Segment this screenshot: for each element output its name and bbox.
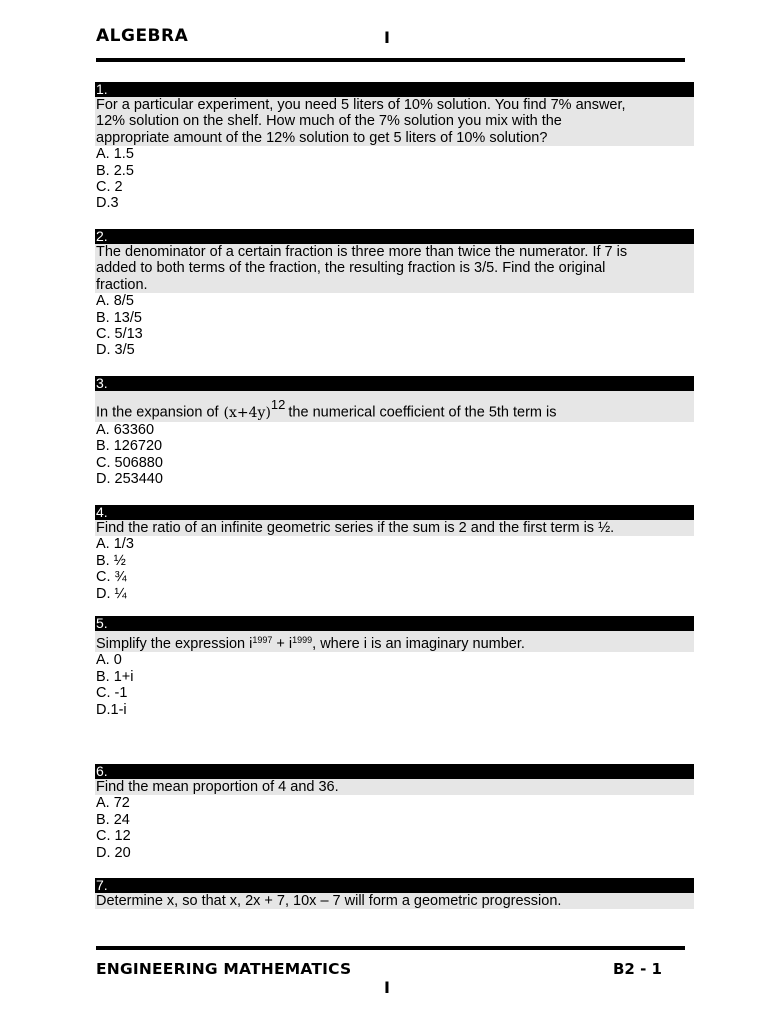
question-7 bbox=[95, 878, 694, 909]
question-text-before: In the expansion of bbox=[96, 404, 219, 421]
answer-option-b: B. 2.5 bbox=[96, 162, 134, 179]
answer-option-b: B. 1+i bbox=[96, 668, 134, 685]
question-text-part: + i bbox=[272, 636, 293, 652]
question-text bbox=[95, 244, 694, 293]
question-1 bbox=[95, 82, 694, 212]
question-text-line: added to both terms of the fraction, the resulting fraction is 3/5. Find the original bbox=[96, 260, 606, 277]
question-text bbox=[95, 391, 694, 422]
question-5 bbox=[95, 616, 694, 718]
question-4 bbox=[95, 505, 694, 602]
exponent-1999: 1999 bbox=[292, 635, 313, 645]
answer-option-a: A. 72 bbox=[96, 795, 130, 812]
header-rule bbox=[96, 58, 685, 62]
question-text-part: Simplify the expression i bbox=[96, 636, 253, 652]
answer-option-b: B. 24 bbox=[96, 811, 130, 828]
question-number: 2. bbox=[95, 229, 694, 244]
answer-option-b: B. 13/5 bbox=[96, 309, 142, 326]
question-text-line: appropriate amount of the 12% solution to get 5 liters of 10% solution? bbox=[96, 129, 548, 146]
question-number: 4. bbox=[95, 505, 694, 520]
answer-option-a: A. 8/5 bbox=[96, 293, 134, 310]
question-3 bbox=[95, 376, 694, 488]
question-text-part: , where i is an imaginary number. bbox=[312, 636, 525, 652]
question-2 bbox=[95, 229, 694, 359]
page-code: B2 - 1 bbox=[613, 960, 662, 978]
answer-option-a: A. 1/3 bbox=[96, 536, 134, 553]
answer-option-a: A. 0 bbox=[96, 652, 122, 669]
expression-exponent: 12 bbox=[270, 397, 286, 412]
question-text-line: 12% solution on the shelf. How much of the 7% solution you mix with the bbox=[96, 113, 562, 130]
binomial-expression bbox=[223, 397, 286, 421]
question-6 bbox=[95, 764, 694, 861]
answer-option-d: D. 3/5 bbox=[96, 342, 135, 359]
question-number: 1. bbox=[95, 82, 694, 97]
question-text bbox=[95, 97, 694, 146]
question-text: Find the mean proportion of 4 and 36. bbox=[95, 779, 694, 795]
answer-option-a: A. 1.5 bbox=[96, 146, 134, 163]
question-text-line: For a particular experiment, you need 5 liters of 10% solution. You find 7% answer, bbox=[96, 97, 626, 113]
header-title: ALGEBRA bbox=[96, 26, 189, 46]
footer-title: ENGINEERING MATHEMATICS bbox=[96, 960, 352, 978]
answer-option-b: B. 126720 bbox=[96, 438, 163, 455]
answer-option-d: D.3 bbox=[96, 195, 119, 212]
question-number: 5. bbox=[95, 616, 694, 631]
answer-option-d: D. 20 bbox=[96, 844, 131, 861]
question-text-line: fraction. bbox=[96, 276, 148, 293]
question-number: 3. bbox=[95, 376, 694, 391]
answer-option-c: C. ¾ bbox=[96, 569, 127, 586]
exponent-1997: 1997 bbox=[252, 635, 273, 645]
answer-option-c: C. 506880 bbox=[96, 454, 163, 471]
question-text bbox=[95, 631, 694, 652]
answer-option-c: C. -1 bbox=[96, 685, 128, 702]
question-number: 6. bbox=[95, 764, 694, 779]
expression-base: (x+4y) bbox=[223, 404, 271, 421]
answer-option-c: C. 5/13 bbox=[96, 326, 143, 343]
answer-option-c: C. 2 bbox=[96, 179, 123, 196]
answer-option-d: D.1-i bbox=[96, 701, 127, 718]
question-text-after: the numerical coefficient of the 5th term is bbox=[288, 404, 557, 421]
answer-option-c: C. 12 bbox=[96, 828, 131, 845]
header-marker: I bbox=[384, 28, 390, 47]
question-number: 7. bbox=[95, 878, 694, 893]
question-text: Determine x, so that x, 2x + 7, 10x – 7 will form a geometric progression. bbox=[95, 893, 694, 909]
footer-rule bbox=[96, 946, 685, 950]
answer-option-d: D. ¼ bbox=[96, 585, 127, 602]
answer-option-b: B. ½ bbox=[96, 552, 126, 569]
question-text: Find the ratio of an infinite geometric series if the sum is 2 and the first term is ½. bbox=[95, 520, 694, 536]
footer-marker: I bbox=[384, 978, 390, 997]
answer-option-d: D. 253440 bbox=[96, 471, 163, 488]
answer-option-a: A. 63360 bbox=[96, 422, 155, 438]
question-text-line: The denominator of a certain fraction is three more than twice the numerator. If 7 is bbox=[96, 244, 628, 260]
